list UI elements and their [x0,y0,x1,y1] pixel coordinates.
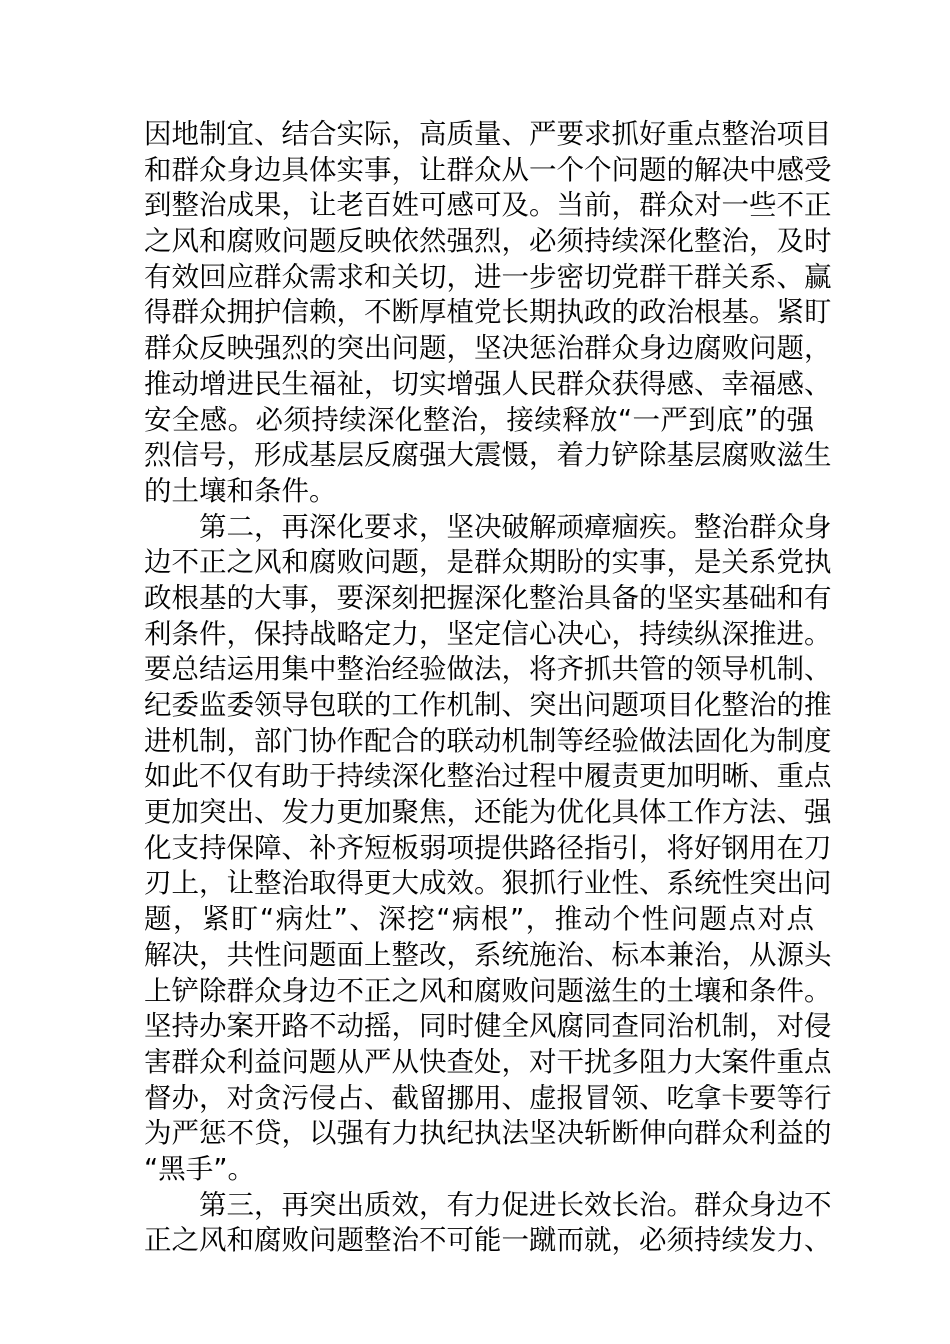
text-line: 为严惩不贷，以强有力执纪执法坚决斩断伸向群众利益的 [144,1117,832,1150]
text-line: 害群众利益问题从严从快查处，对干扰多阻力大案件重点 [144,1045,832,1078]
paragraph-first-line: 第三，再突出质效，有力促进长效长治。群众身边不 [199,1188,832,1221]
text-line: 纪委监委领导包联的工作机制、突出问题项目化整治的推 [144,689,832,721]
text-line: 化支持保障、补齐短板弱项提供路径指引，将好钢用在刀 [144,831,832,864]
text-line: 刃上，让整治取得更大成效。狠抓行业性、系统性突出问 [144,867,832,900]
text-line: 如此不仅有助于持续深化整治过程中履责更加明晰、重点 [144,760,832,793]
text-line: 坚持办案开路不动摇，同时健全风腐同查同治机制，对侵 [144,1010,832,1043]
text-line: 得群众拥护信赖，不断厚植党长期执政的政治根基。紧盯 [144,296,832,329]
paragraph-first-line: 第二，再深化要求，坚决破解顽瘴痼疾。整治群众身 [199,510,832,543]
text-line: 之风和腐败问题反映依然强烈，必须持续深化整治，及时 [144,225,832,258]
text-line: 到整治成果，让老百姓可感可及。当前，群众对一些不正 [144,189,832,222]
text-line: 有效回应群众需求和关切，进一步密切党群干群关系、赢 [144,260,832,293]
text-line: 群众反映强烈的突出问题，坚决惩治群众身边腐败问题， [144,332,832,365]
text-line: 政根基的大事，要深刻把握深化整治具备的坚实基础和有 [144,581,832,614]
text-line: 要总结运用集中整治经验做法，将齐抓共管的领导机制、 [144,653,832,686]
text-line: 上铲除群众身边不正之风和腐败问题滋生的土壤和条件。 [144,974,832,1007]
document-body [144,117,832,1259]
text-line: 进机制，部门协作配合的联动机制等经验做法固化为制度 [144,724,832,757]
text-line: 督办，对贪污侵占、截留挪用、虚报冒领、吃拿卡要等行 [144,1081,832,1114]
text-line: 题，紧盯“病灶”、深挖“病根”，推动个性问题点对点 [144,903,814,936]
text-line: 因地制宜、结合实际，高质量、严要求抓好重点整治项目 [144,118,832,150]
text-line: 更加突出、发力更加聚焦，还能为优化具体工作方法、强 [144,796,832,829]
text-line: 和群众身边具体实事，让群众从一个个问题的解决中感受 [144,153,832,186]
text-line: 烈信号，形成基层反腐强大震慑，着力铲除基层腐败滋生 [144,439,832,472]
text-line: 解决，共性问题面上整改，系统施治、标本兼治，从源头 [144,938,832,971]
text-line: 正之风和腐败问题整治不可能一蹴而就，必须持续发力、 [144,1224,832,1257]
text-line: 安全感。必须持续深化整治，接续释放“一严到底”的强 [144,403,814,436]
text-line: 利条件，保持战略定力，坚定信心决心，持续纵深推进。 [144,617,832,650]
text-line: “黑手”。 [144,1152,255,1185]
text-line: 推动增进民生福祉，切实增强人民群众获得感、幸福感、 [144,367,832,400]
text-line: 的土壤和条件。 [144,474,337,507]
text-line: 边不正之风和腐败问题，是群众期盼的实事，是关系党执 [144,546,832,579]
